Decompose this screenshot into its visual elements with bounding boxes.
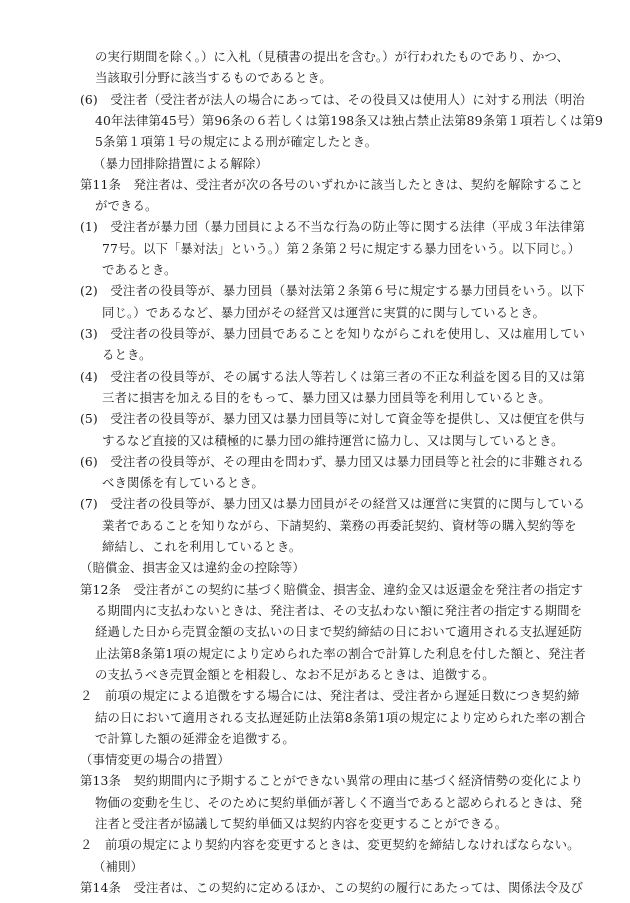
text-line: で計算した額の延滞金を追徴する。	[95, 731, 295, 746]
text-line: （暴力団排除措置による解除）	[93, 156, 268, 171]
text-line: (6) 受注者の役員等が、その理由を問わず、暴力団又は暴力団員等と社会的に非難される	[80, 454, 584, 469]
text-line: 当該取引分野に該当するものであるとき。	[95, 70, 332, 85]
text-line: 止法第8条第1項の規定により定められた率の割合で計算した利息を付した額と、発注者	[95, 646, 586, 661]
text-line: であるとき。	[102, 262, 177, 277]
text-line: の実行期間を除く。）に入札（見積書の提出を含む。）が行われたものであり、かつ、	[95, 49, 569, 64]
text-line: （賠償金、損害金又は違約金の控除等）	[80, 560, 305, 575]
text-line: (4) 受注者の役員等が、その属する法人等若しくは第三者の不正な利益を図る目的又は第	[80, 369, 585, 384]
text-line: (7) 受注者の役員等が、暴力団又は暴力団員がその経営又は運営に実質的に関与している	[80, 496, 585, 511]
text-line: 注者と受注者が協議して契約単価又は契約内容を変更することができる。	[95, 816, 508, 831]
text-line: る期間内に支払わないときは、発注者は、その支払わない額に発注者の指定する期間を	[95, 603, 583, 618]
text-line: 締結し、これを利用しているとき。	[102, 539, 302, 554]
text-line: 第14条 受注者は、この契約に定めるほか、この契約の履行にあたっては、関係法令及び	[80, 880, 584, 895]
text-line: の支払うべき売買金額とを相殺し、なお不足があるときは、追徴する。	[95, 667, 495, 682]
text-line: 結の日において適用される支払遅延防止法第8条第1項の規定により定められた率の割合	[95, 710, 586, 725]
text-line: 77号。以下「暴対法」という。）第２条第２号に規定する暴力団をいう。以下同じ。）	[102, 241, 581, 256]
text-line: ２ 前項の規定により契約内容を変更するときは、変更契約を締結しなければならない。	[80, 837, 580, 852]
text-line: （補則）	[93, 859, 143, 874]
text-line: (5) 受注者の役員等が、暴力団又は暴力団員等に対して資金等を提供し、又は便宜を供与	[80, 411, 585, 426]
text-line: べき関係を有しているとき。	[102, 475, 264, 490]
text-line: （事情変更の場合の措置）	[80, 752, 230, 767]
text-line: 物価の変動を生じ、そのために契約単価が著しく不適当であると認められるときは、発	[95, 795, 583, 810]
text-line: 経過した日から売買金額の支払いの日まで契約締結の日において適用される支払遅延防	[95, 624, 583, 639]
text-line: 三者に損害を加える目的をもって、暴力団又は暴力団員等を利用しているとき。	[102, 390, 551, 405]
text-line: 5条第１項第１号の規定による刑が確定したとき。	[95, 134, 378, 149]
text-line: (6) 受注者（受注者が法人の場合にあっては、その役員又は使用人）に対する刑法（明治	[80, 92, 585, 107]
text-line: ２ 前項の規定による追徴をする場合には、発注者は、受注者から遅延日数につき契約締	[80, 688, 580, 703]
text-line: 第12条 受注者がこの契約に基づく賠償金、損害金、違約金又は返還金を発注者の指定す	[80, 582, 584, 597]
text-line: 第11条 発注者は、受注者が次の各号のいずれかに該当したときは、契約を解除すること	[80, 177, 584, 192]
text-line: (2) 受注者の役員等が、暴力団員（暴対法第２条第６号に規定する暴力団員をいう。以下	[80, 283, 585, 298]
text-line: するなど直接的又は積極的に暴力団の維持運営に協力し、又は関与しているとき。	[102, 433, 564, 448]
text-line: 同じ。）であるなど、暴力団がその経営又は運営に実質的に関与しているとき。	[102, 305, 545, 320]
text-line: (3) 受注者の役員等が、暴力団員であることを知りながらこれを使用し、又は雇用してい	[80, 326, 585, 341]
text-line: るとき。	[102, 347, 152, 362]
text-line: ができる。	[95, 198, 158, 213]
text-line: 業者であることを知りながら、下請契約、業務の再委託契約、資材等の購入契約等を	[102, 518, 577, 533]
text-line: 第13条 契約期間内に予期することができない異常の理由に基づく経済情勢の変化により	[80, 773, 584, 788]
text-line: (1) 受注者が暴力団（暴力団員による不当な行為の防止等に関する法律（平成３年法律第	[80, 219, 585, 234]
text-line: 40年法律第45号）第96条の６若しくは第198条又は独占禁止法第89条第１項若しくは第9	[95, 113, 603, 128]
